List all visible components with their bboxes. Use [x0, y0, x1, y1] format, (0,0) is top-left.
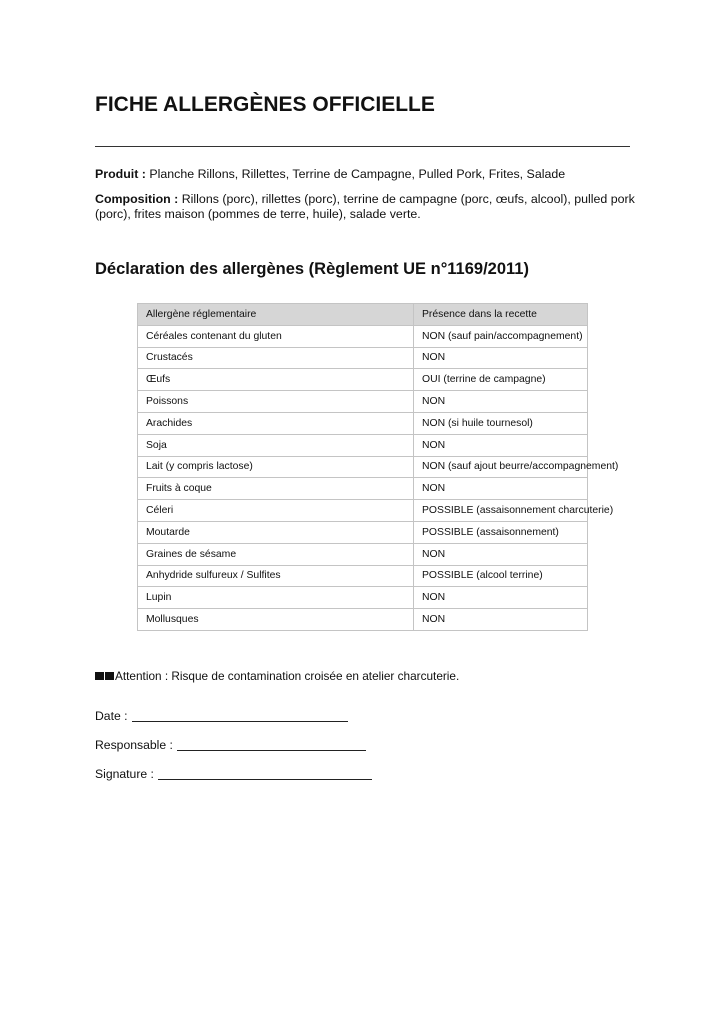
allergen-cell: Soja: [138, 434, 414, 456]
product-value: Planche Rillons, Rillettes, Terrine de Campagne, Pulled Pork, Frites, Salade: [145, 167, 566, 181]
allergen-table: [137, 303, 619, 631]
allergen-cell: Graines de sésame: [138, 543, 414, 565]
signature-field: [95, 767, 372, 781]
table-row: [138, 456, 588, 478]
composition-line: [95, 192, 635, 222]
presence-cell: NON: [414, 347, 588, 369]
product-line: [95, 167, 635, 182]
table-row: [138, 412, 588, 434]
presence-cell: OUI (terrine de campagne): [414, 369, 588, 391]
presence-cell: NON (si huile tournesol): [414, 412, 588, 434]
presence-cell: NON: [414, 434, 588, 456]
table-header-row: [138, 304, 588, 326]
table-row: [138, 478, 588, 500]
presence-cell: NON: [414, 587, 588, 609]
title-divider: [95, 146, 630, 147]
composition-label: Composition :: [95, 192, 179, 206]
allergen-cell: Moutarde: [138, 521, 414, 543]
allergen-cell: Lupin: [138, 587, 414, 609]
signature-label: Signature :: [95, 767, 154, 781]
composition-value: Rillons (porc), rillettes (porc), terrine de campagne (porc, œufs, alcool), pulled pork (porc), frites maison (pommes de terre, huile), salade verte.: [95, 192, 635, 221]
table-row: [138, 587, 588, 609]
header-presence: Présence dans la recette: [414, 304, 588, 326]
signature-input-line[interactable]: [158, 767, 372, 780]
date-label: Date :: [95, 709, 128, 723]
header-allergen: Allergène réglementaire: [138, 304, 414, 326]
date-input-line[interactable]: [132, 709, 348, 722]
responsable-field: [95, 738, 366, 752]
allergen-cell: Mollusques: [138, 609, 414, 631]
allergen-cell: Arachides: [138, 412, 414, 434]
table-row: [138, 369, 588, 391]
section-title: Déclaration des allergènes (Règlement UE n°1169/2011): [95, 260, 529, 278]
allergen-cell: Céleri: [138, 500, 414, 522]
warning-squares-icon: [95, 669, 115, 683]
responsable-label: Responsable :: [95, 738, 173, 752]
allergen-cell: Crustacés: [138, 347, 414, 369]
allergen-cell: Fruits à coque: [138, 478, 414, 500]
attention-text: Attention : Risque de contamination croisée en atelier charcuterie.: [115, 669, 460, 683]
presence-cell: NON: [414, 609, 588, 631]
allergen-cell: Œufs: [138, 369, 414, 391]
presence-cell: NON: [414, 543, 588, 565]
allergen-cell: Poissons: [138, 391, 414, 413]
presence-cell: NON: [414, 391, 588, 413]
presence-cell: NON (sauf pain/accompagnement): [414, 325, 588, 347]
table-row: [138, 500, 588, 522]
product-label: Produit :: [95, 167, 146, 181]
presence-cell: POSSIBLE (assaisonnement charcuterie): [414, 500, 588, 522]
table-row: [138, 565, 588, 587]
table-row: [138, 521, 588, 543]
table-row: [138, 347, 588, 369]
table-row: [138, 543, 588, 565]
presence-cell: POSSIBLE (assaisonnement): [414, 521, 588, 543]
table-row: [138, 391, 588, 413]
presence-cell: NON: [414, 478, 588, 500]
document-title: FICHE ALLERGÈNES OFFICIELLE: [95, 93, 435, 116]
table-row: [138, 325, 588, 347]
presence-cell: NON (sauf ajout beurre/accompagnement): [414, 456, 588, 478]
allergen-cell: Lait (y compris lactose): [138, 456, 414, 478]
allergen-cell: Anhydride sulfureux / Sulfites: [138, 565, 414, 587]
allergen-cell: Céréales contenant du gluten: [138, 325, 414, 347]
date-field: [95, 709, 348, 723]
presence-cell: POSSIBLE (alcool terrine): [414, 565, 588, 587]
table-row: [138, 609, 588, 631]
table-row: [138, 434, 588, 456]
responsable-input-line[interactable]: [177, 738, 366, 751]
attention-note: [95, 669, 459, 683]
